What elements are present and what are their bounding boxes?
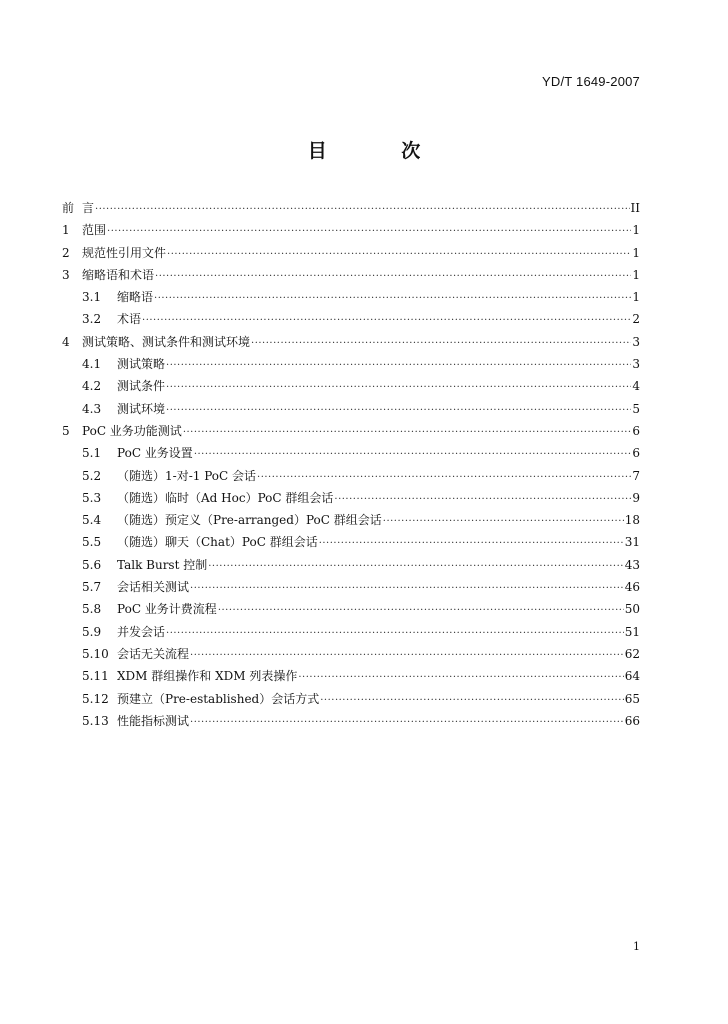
toc-entry-title: 测试策略、测试条件和测试环境 xyxy=(82,334,251,349)
toc-entry-page: 9 xyxy=(632,490,640,505)
toc-entry-title: PoC 业务计费流程 xyxy=(117,602,217,617)
toc-entry[interactable] xyxy=(62,554,640,576)
toc-dot-leader xyxy=(142,310,631,332)
toc-entry-title: PoC 业务设置 xyxy=(117,446,193,461)
toc-dot-leader xyxy=(167,244,631,266)
toc-entry[interactable] xyxy=(62,509,640,531)
toc-entry-number: 4 xyxy=(62,334,70,349)
toc-dot-leader xyxy=(154,288,631,310)
toc-entry-title: 会话无关流程 xyxy=(117,646,190,661)
toc-entry-title: Talk Burst 控制 xyxy=(117,557,208,572)
toc-entry-number: 5.12 xyxy=(82,691,109,706)
toc-entry-number: 1 xyxy=(62,223,70,238)
toc-entry[interactable] xyxy=(62,465,640,487)
toc-dot-leader xyxy=(166,355,631,377)
toc-entry-title: 会话相关测试 xyxy=(117,580,190,595)
toc-entry-title: PoC 业务功能测试 xyxy=(82,423,182,438)
toc-dot-leader xyxy=(155,266,631,288)
toc-entry-title: （随选）预定义（Pre-arranged）PoC 群组会话 xyxy=(117,513,382,528)
toc-entry-page: 65 xyxy=(624,691,640,706)
toc-entry-number: 5.10 xyxy=(82,646,109,661)
toc-entry[interactable] xyxy=(62,598,640,620)
toc-dot-leader xyxy=(166,377,631,399)
toc-entry-title: 术语 xyxy=(117,312,142,327)
toc-entry-page: 5 xyxy=(632,401,640,416)
toc-entry[interactable] xyxy=(62,264,640,286)
toc-entry-title: 预建立（Pre-established）会话方式 xyxy=(117,691,320,706)
toc-entry-title: 并发会话 xyxy=(117,624,166,639)
toc-entry-page: 7 xyxy=(632,468,640,483)
toc-entry-number: 前 xyxy=(62,201,75,215)
toc-entry[interactable] xyxy=(62,621,640,643)
toc-entry-page: 31 xyxy=(624,535,640,550)
toc-entry[interactable] xyxy=(62,308,640,330)
toc-entry-page: 3 xyxy=(632,357,640,372)
toc-entry-title: 言 xyxy=(82,201,95,215)
toc-entry-title: 规范性引用文件 xyxy=(82,245,167,260)
toc-entry-page: II xyxy=(630,201,640,215)
toc-entry[interactable] xyxy=(62,331,640,353)
toc-entry-page: 51 xyxy=(624,624,640,639)
toc-entry-page: 4 xyxy=(632,379,640,394)
toc-entry-number: 2 xyxy=(62,245,70,260)
toc-entry-page: 6 xyxy=(632,446,640,461)
toc-entry-page: 64 xyxy=(624,669,640,684)
page-number: 1 xyxy=(633,940,640,953)
toc-dot-leader xyxy=(257,467,631,489)
toc-entry-page: 1 xyxy=(632,223,640,238)
toc-dot-leader xyxy=(190,712,624,734)
toc-entry-number: 5.6 xyxy=(82,557,102,572)
toc-entry[interactable] xyxy=(62,688,640,710)
toc-entry-number: 4.1 xyxy=(82,357,102,372)
toc-entry[interactable] xyxy=(62,420,640,442)
toc-dot-leader xyxy=(319,533,624,555)
toc-dot-leader xyxy=(320,690,623,712)
toc-entry-number: 5.11 xyxy=(82,669,109,684)
toc-entry[interactable] xyxy=(62,398,640,420)
toc-dot-leader xyxy=(383,511,624,533)
toc-entry-title: 测试条件 xyxy=(117,379,166,394)
toc-entry-page: 46 xyxy=(624,580,640,595)
toc-entry-page: 18 xyxy=(624,513,640,528)
page-title: 目 次 xyxy=(307,140,455,162)
toc-entry[interactable] xyxy=(62,487,640,509)
toc-dot-leader xyxy=(208,556,623,578)
toc-dot-leader xyxy=(183,422,632,444)
toc-entry-page: 66 xyxy=(624,713,640,728)
toc-entry-number: 5.8 xyxy=(82,602,102,617)
toc-dot-leader xyxy=(334,489,631,511)
table-of-contents xyxy=(62,197,640,732)
toc-entry[interactable] xyxy=(62,286,640,308)
toc-entry-number: 4.3 xyxy=(82,401,102,416)
toc-dot-leader xyxy=(107,221,631,243)
toc-dot-leader xyxy=(298,667,623,689)
toc-entry-page: 50 xyxy=(624,602,640,617)
toc-entry[interactable] xyxy=(62,665,640,687)
toc-entry-title: （随选）聊天（Chat）PoC 群组会话 xyxy=(117,535,318,550)
toc-entry-title: 范围 xyxy=(82,223,107,238)
toc-entry[interactable] xyxy=(62,710,640,732)
toc-dot-leader xyxy=(95,199,630,221)
toc-entry-number: 5 xyxy=(62,423,70,438)
toc-entry[interactable] xyxy=(62,242,640,264)
toc-entry-title: 测试策略 xyxy=(117,357,166,372)
toc-entry-number: 5.13 xyxy=(82,713,109,728)
toc-entry-number: 5.2 xyxy=(82,468,102,483)
toc-entry[interactable] xyxy=(62,353,640,375)
toc-dot-leader xyxy=(194,444,632,466)
toc-entry-number: 5.9 xyxy=(82,624,102,639)
toc-entry-number: 3.1 xyxy=(82,290,102,305)
toc-entry-page: 1 xyxy=(632,290,640,305)
toc-entry[interactable] xyxy=(62,576,640,598)
toc-entry-number: 5.7 xyxy=(82,580,102,595)
toc-entry[interactable] xyxy=(62,442,640,464)
toc-entry[interactable] xyxy=(62,375,640,397)
toc-entry-number: 5.1 xyxy=(82,446,102,461)
toc-dot-leader xyxy=(166,623,624,645)
toc-entry-page: 62 xyxy=(624,646,640,661)
toc-entry-title: 性能指标测试 xyxy=(117,713,190,728)
toc-entry-page: 1 xyxy=(632,267,640,282)
toc-entry-title: 缩略语 xyxy=(117,290,154,305)
toc-dot-leader xyxy=(190,645,624,667)
toc-entry-page: 2 xyxy=(632,312,640,327)
toc-entry-number: 3 xyxy=(62,267,70,282)
toc-entry-number: 5.3 xyxy=(82,490,102,505)
toc-entry-title: （随选）临时（Ad Hoc）PoC 群组会话 xyxy=(117,490,334,505)
toc-entry-page: 1 xyxy=(632,245,640,260)
toc-dot-leader xyxy=(218,600,624,622)
toc-entry[interactable] xyxy=(62,197,640,219)
toc-entry-page: 43 xyxy=(624,557,640,572)
toc-entry-page: 3 xyxy=(632,334,640,349)
toc-entry[interactable] xyxy=(62,219,640,241)
toc-dot-leader xyxy=(251,333,631,355)
toc-dot-leader xyxy=(190,578,624,600)
document-code: YD/T 1649-2007 xyxy=(542,74,640,89)
toc-entry-title: 缩略语和术语 xyxy=(82,267,155,282)
toc-entry-number: 5.4 xyxy=(82,513,102,528)
toc-entry-number: 3.2 xyxy=(82,312,102,327)
toc-entry-title: 测试环境 xyxy=(117,401,166,416)
toc-entry-title: （随选）1-对-1 PoC 会话 xyxy=(117,468,257,483)
toc-entry[interactable] xyxy=(62,643,640,665)
toc-entry-title: XDM 群组操作和 XDM 列表操作 xyxy=(117,669,298,684)
toc-dot-leader xyxy=(166,400,631,422)
toc-entry-number: 4.2 xyxy=(82,379,102,394)
toc-entry[interactable] xyxy=(62,531,640,553)
toc-entry-number: 5.5 xyxy=(82,535,102,550)
toc-entry-page: 6 xyxy=(632,423,640,438)
